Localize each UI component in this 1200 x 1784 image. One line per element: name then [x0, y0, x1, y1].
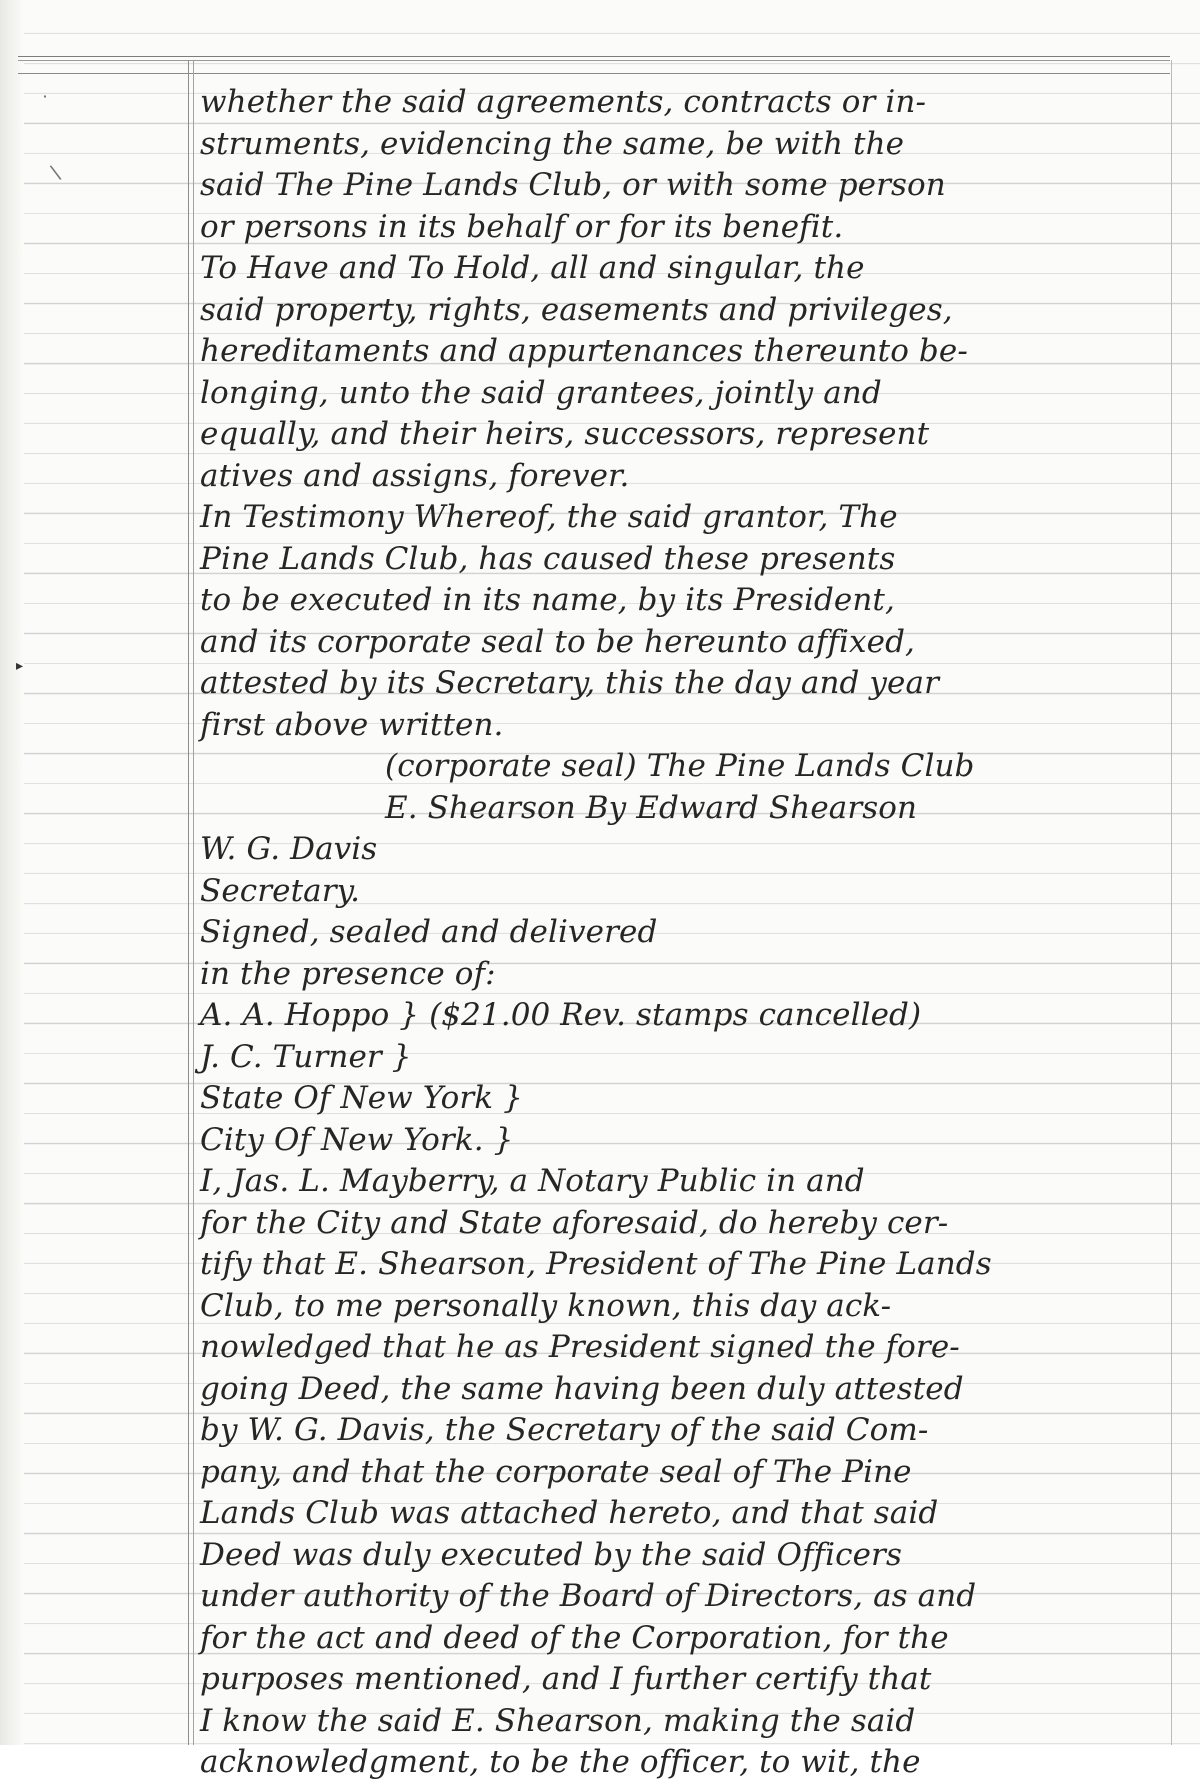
deed-text-block [200, 82, 1160, 1784]
text-line: Pine Lands Club, has caused these presents [200, 540, 896, 577]
text-line: under authority of the Board of Directors, as and [200, 1578, 977, 1614]
text-line: pany, and that the corporate seal of The Pine [200, 1453, 912, 1490]
margin-rule [188, 60, 189, 1745]
text-line: (corporate seal) The Pine Lands Club [385, 748, 975, 784]
text-line: for the act and deed of the Corporation, for the [200, 1619, 949, 1656]
text-line: in the presence of: [200, 955, 496, 992]
text-line: nowledged that he as President signed the fore- [200, 1329, 960, 1365]
text-line: going Deed, the same having been duly attested [200, 1370, 964, 1407]
margin-tick-mark: ˙ [40, 92, 50, 116]
text-line: to be executed in its name, by its President, [200, 582, 895, 618]
text-line: tify that E. Shearson, President of The Pine Lands [200, 1246, 992, 1282]
text-line: by W. G. Davis, the Secretary of the said Com- [200, 1412, 929, 1448]
right-rule [1171, 60, 1172, 1745]
text-line: W. G. Davis [200, 831, 378, 867]
text-line: said The Pine Lands Club, or with some person [200, 167, 946, 203]
text-line: purposes mentioned, and I further certify that [200, 1661, 932, 1697]
text-line: I know the said E. Shearson, making the said [200, 1702, 916, 1739]
text-line: A. A. Hoppo } ($21.00 Rev. stamps cancelled) [200, 997, 922, 1033]
text-line: Deed was duly executed by the said Officers [200, 1536, 902, 1573]
text-line: first above written. [200, 706, 504, 743]
text-line: To Have and To Hold, all and singular, the [200, 250, 865, 286]
text-line: for the City and State aforesaid, do hereby cer- [200, 1204, 949, 1241]
text-line: I, Jas. L. Mayberry, a Notary Public in and [200, 1163, 865, 1199]
text-line: In Testimony Whereof, the said grantor, The [200, 499, 898, 535]
text-line: City Of New York. } [200, 1121, 514, 1158]
text-line: and its corporate seal to be hereunto affixed, [200, 623, 915, 660]
header-rule [18, 73, 1170, 74]
text-line: whether the said agreements, contracts or in- [200, 84, 927, 120]
text-line: or persons in its behalf or for its benefit. [200, 208, 844, 245]
text-line: struments, evidencing the same, be with the [200, 125, 905, 162]
text-line: Secretary. [200, 872, 361, 909]
text-line: Lands Club was attached hereto, and that said [200, 1495, 939, 1531]
text-line: hereditaments and appurtenances thereunto be- [200, 333, 968, 369]
page-edge [0, 0, 24, 1745]
text-line: Signed, sealed and delivered [200, 914, 658, 950]
margin-rule-double [193, 60, 194, 1745]
top-rule-double [18, 60, 1170, 61]
text-line: said property, rights, easements and privileges, [200, 291, 953, 328]
text-line: Club, to me personally known, this day ack- [200, 1287, 892, 1324]
text-line: J. C. Turner } [200, 1038, 412, 1075]
text-line: longing, unto the said grantees, jointly and [200, 374, 882, 411]
text-line: E. Shearson By Edward Shearson [385, 789, 918, 826]
text-line: equally, and their heirs, successors, represent [200, 416, 930, 452]
text-line: acknowledgment, to be the officer, to wit, the [200, 1744, 921, 1780]
top-rule [18, 56, 1170, 57]
margin-dot-mark: ▸ [16, 658, 24, 674]
margin-pencil-mark: \ [48, 159, 63, 185]
text-line: atives and assigns, forever. [200, 457, 630, 494]
text-line: State Of New York } [200, 1080, 523, 1116]
text-line: attested by its Secretary, this the day and year [200, 665, 939, 701]
